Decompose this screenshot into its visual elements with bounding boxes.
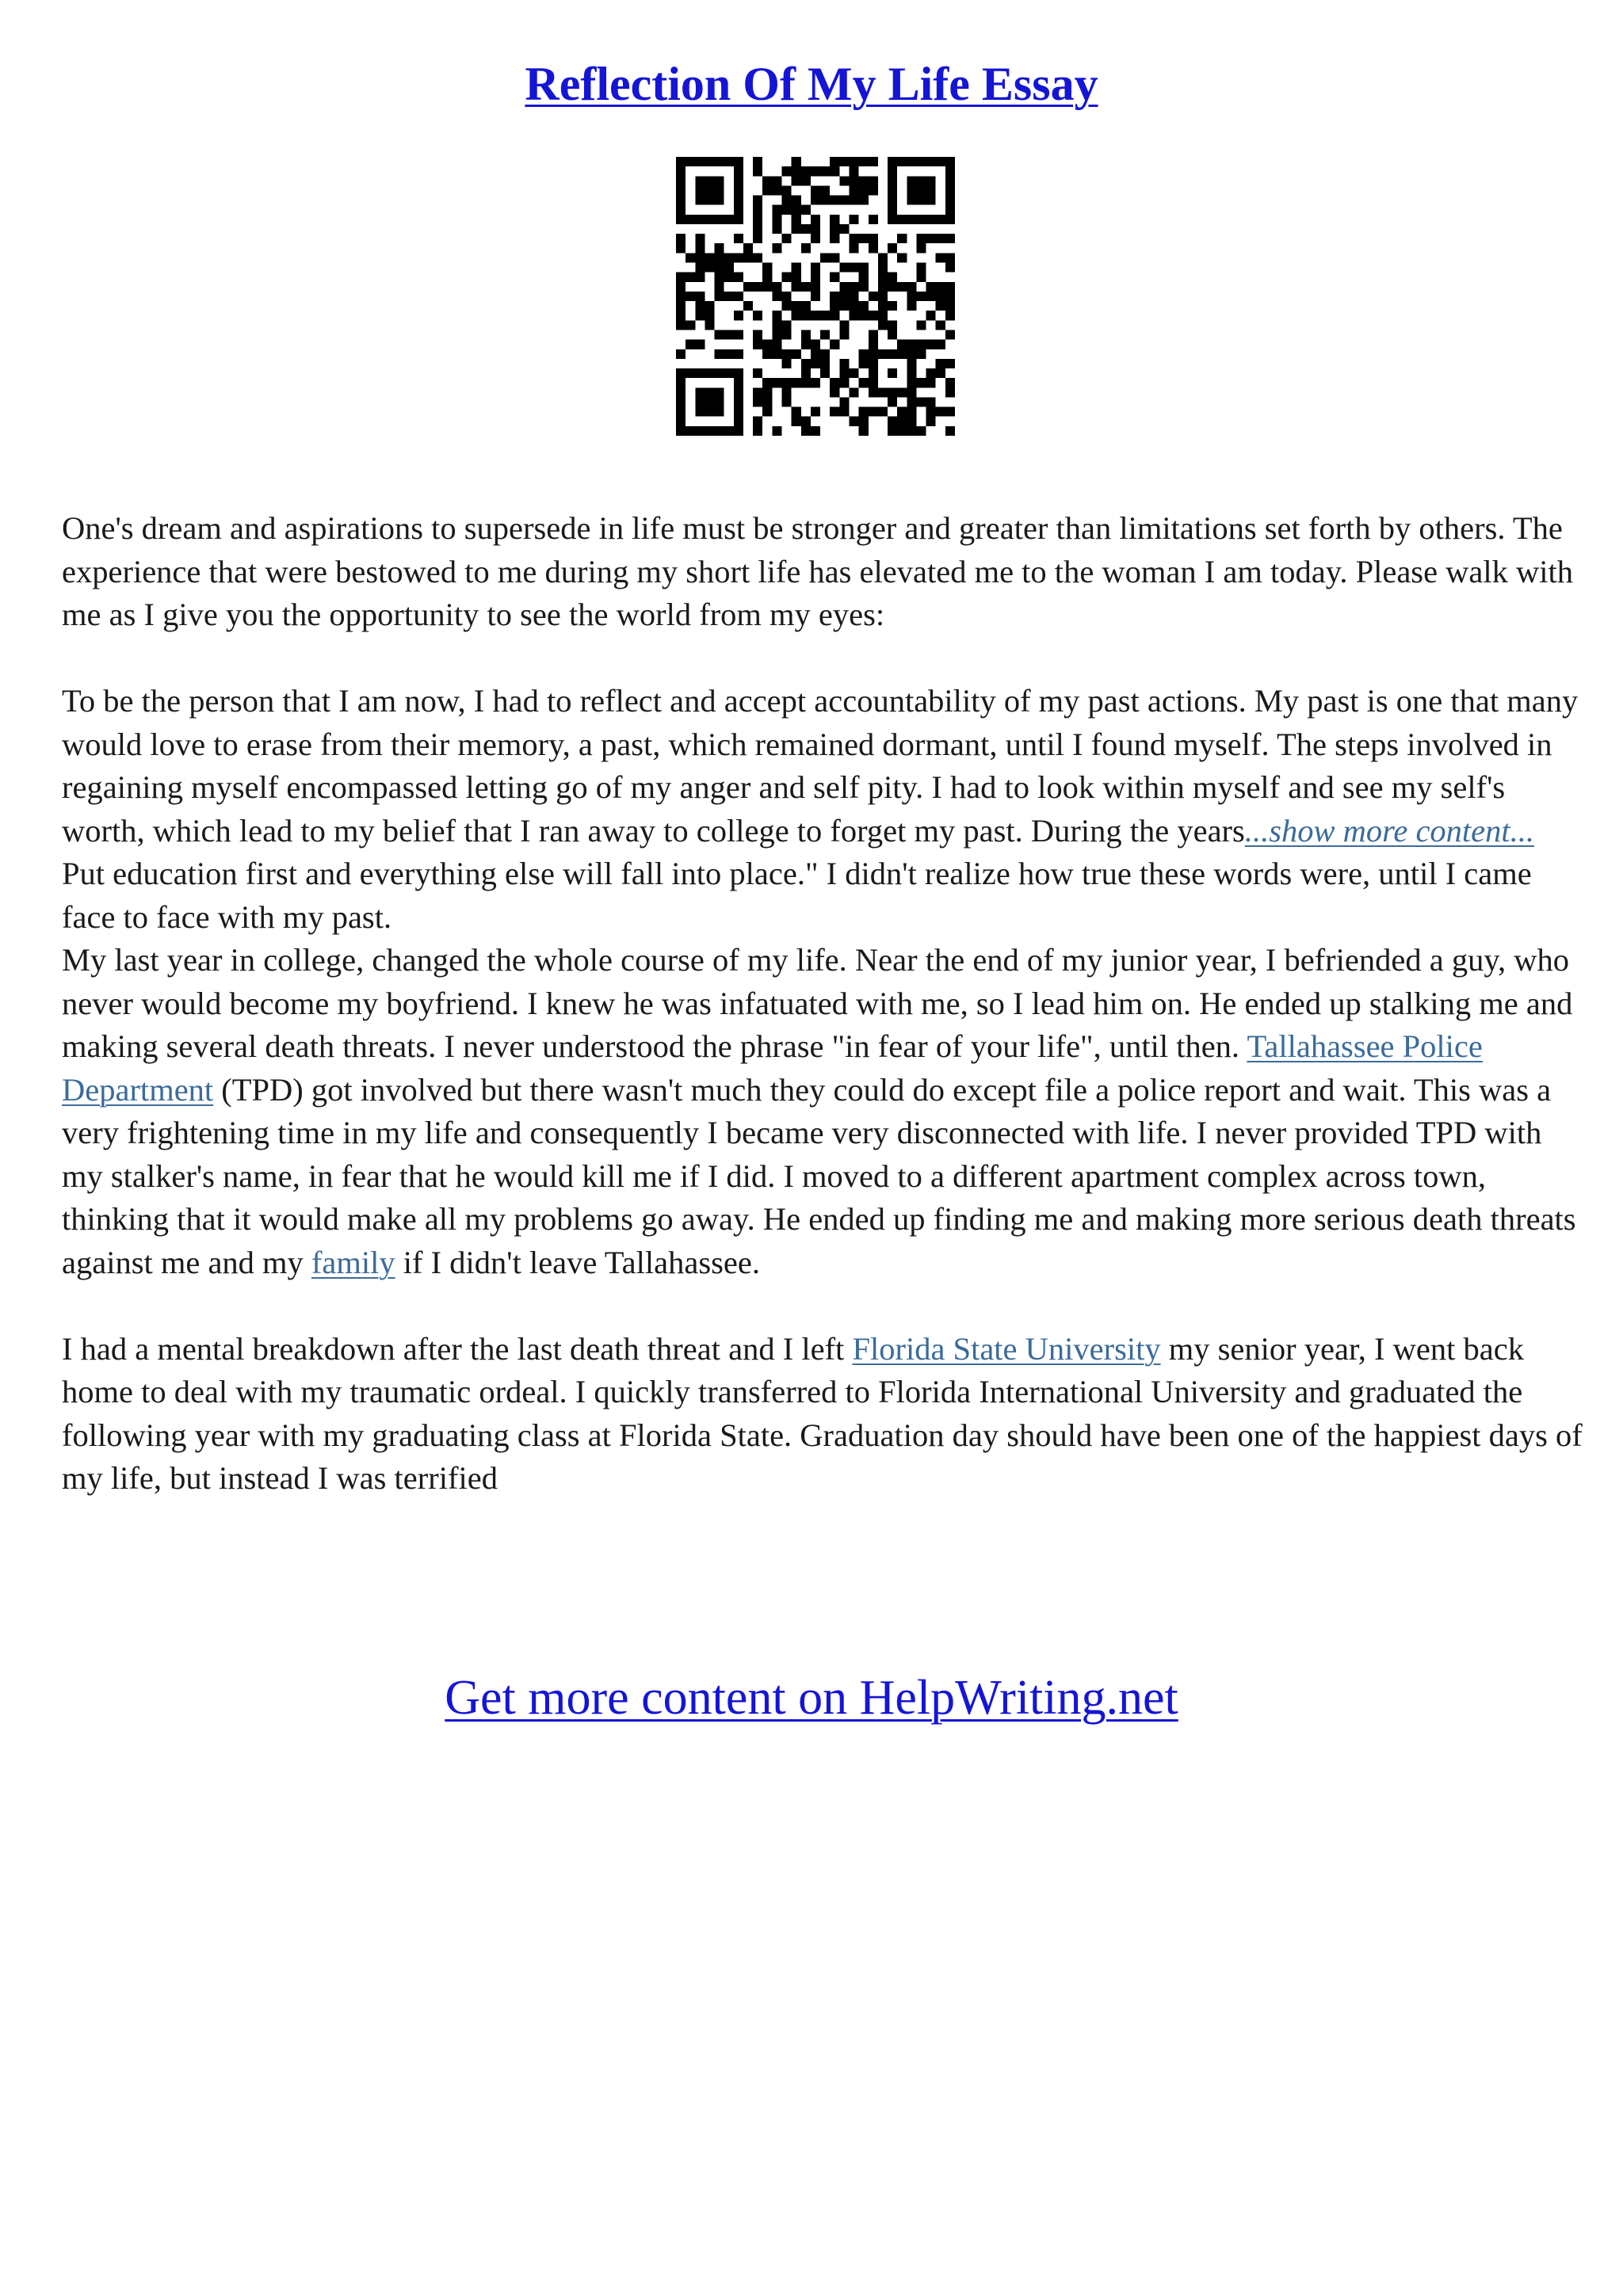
family-link[interactable]: family [311,1244,395,1280]
show-more-link[interactable]: ...show more content... [1244,812,1535,849]
essay-title-link[interactable]: Reflection Of My Life Essay [525,58,1098,110]
paragraph-breakdown-text-b: my senior year, I went back home to deal with my traumatic ordeal. I quickly transferred to Florida International University and graduated the following year with my graduating class at Florida State. Graduation day should have been one of the happiest days of my life, but instead I was terrified [62,1330,1583,1496]
paragraph-last-year-text-b: (TPD) got involved but there wasn't much they could do except file a police report and wait. This was a very frightening time in my life and consequently I became very disconnected with life. I never provided TPD with my stalker's name, in fear that he would kill me if I did. I moved to a different apartment complex across town, thinking that it would make all my problems go away. He ended up finding me and making more serious death threats against me and my [62,1071,1576,1280]
essay-title [0,57,1623,112]
paragraph-last-year [62,939,1583,1284]
paragraph-education: Put education first and everything else will fall into place." I didn't realize how true these words were, until I came face to face with my past. [62,856,1532,935]
florida-state-university-link[interactable]: Florida State University [852,1330,1161,1367]
paragraph-last-year-text-c: if I didn't leave Tallahassee. [403,1244,760,1280]
paragraph-breakdown [62,1328,1583,1501]
paragraph-intro: One's dream and aspirations to supersede in life must be stronger and greater than limitations set forth by others. The experience that were bestowed to me during my short life has elevated me to the woman I am today. Please walk with me as I give you the opportunity to see the world from my eyes: [62,510,1574,632]
paragraph-breakdown-text-a: I had a mental breakdown after the last death threat and I left [62,1330,845,1367]
paragraph-reflection-text: To be the person that I am now, I had to reflect and accept accountability of my past actions. My past is one that many would love to erase from their memory, a past, which remained dormant, until I found myself. The steps involved in regaining myself encompassed letting go of my anger and self pity. I had to look within myself and see my self's worth, which lead to my belief that I ran away to college to forget my past. During the years [62,683,1579,849]
paragraph-last-year-text-a: My last year in college, changed the whole course of my life. Near the end of my junior year, I befriended a guy, who never would become my boyfriend. I knew he was infatuated with me, so I lead him on. He ended up stalking me and making several death threats. I never understood the phrase "in fear of your life", until then. [62,942,1573,1064]
qr-code-icon [676,157,955,436]
paragraph-reflection [62,680,1583,852]
tallahassee-police-link[interactable]: Tallahassee Police Department [62,1028,1483,1108]
helpwriting-link[interactable]: Get more content on HelpWriting.net [445,1671,1178,1725]
footer [0,1670,1623,1726]
essay-body [62,507,1583,1501]
